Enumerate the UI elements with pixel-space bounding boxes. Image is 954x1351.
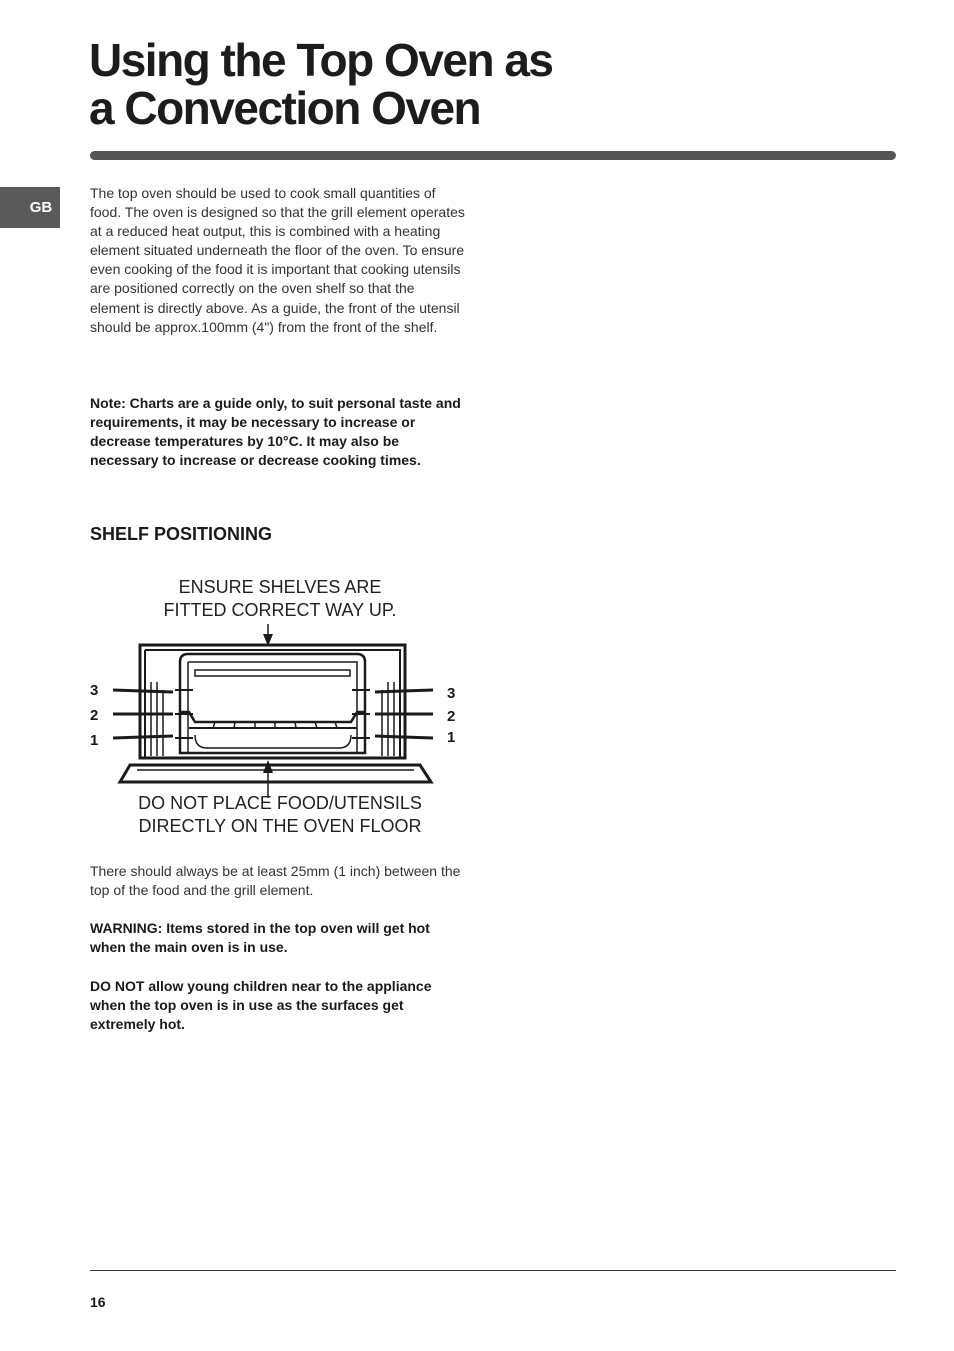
- page-title: [89, 36, 553, 132]
- title-divider: [90, 151, 896, 160]
- right-position-1: 1: [447, 729, 456, 746]
- shelf-diagram: [85, 570, 475, 845]
- page-title-line-2: a Convection Oven: [89, 82, 481, 134]
- footer-divider: [90, 1270, 896, 1271]
- bottom-caption-line-1: DO NOT PLACE FOOD/UTENSILS: [138, 793, 422, 813]
- page-title-line-1: Using the Top Oven as: [89, 34, 553, 86]
- warning-paragraph: WARNING: Items stored in the top oven will get hot when the main oven is in use.: [90, 920, 430, 956]
- page-number: 16: [90, 1294, 106, 1310]
- bottom-caption-line-2: DIRECTLY ON THE OVEN FLOOR: [138, 816, 422, 836]
- right-position-3: 3: [447, 685, 456, 702]
- bottom-caption: [85, 792, 475, 838]
- clearance-paragraph: There should always be at least 25mm (1 inch) between the top of the food and the grill element.: [90, 863, 461, 899]
- left-position-3: 3: [90, 682, 99, 699]
- section-heading: SHELF POSITIONING: [90, 524, 273, 544]
- top-caption: [85, 576, 475, 622]
- top-caption-line-2: FITTED CORRECT WAY UP.: [163, 600, 397, 620]
- intro-paragraph: The top oven should be used to cook small quantities of food. The oven is designed so that the grill element operates at a reduced heat output, this is combined with a heating element situated underneath the floor of the oven. To ensure even cooking of the food it is important that cooking utensils are positioned correctly on the oven shelf so that the element is directly above. As a guide, the front of the utensil should be approx.100mm (4") from the front of the shelf.: [90, 185, 465, 335]
- top-caption-line-1: ENSURE SHELVES ARE: [178, 577, 382, 597]
- left-position-2: 2: [90, 707, 99, 724]
- right-position-2: 2: [447, 708, 456, 725]
- left-position-1: 1: [90, 732, 99, 749]
- children-warning-paragraph: DO NOT allow young children near to the appliance when the top oven is in use as the surfaces get extremely hot.: [90, 978, 432, 1033]
- language-tab: GB: [0, 187, 60, 228]
- note-paragraph: Note: Charts are a guide only, to suit personal taste and requirements, it may be necessary to increase or decrease temperatures by 10°C. It may also be necessary to increase or decrease cooking times.: [90, 395, 461, 469]
